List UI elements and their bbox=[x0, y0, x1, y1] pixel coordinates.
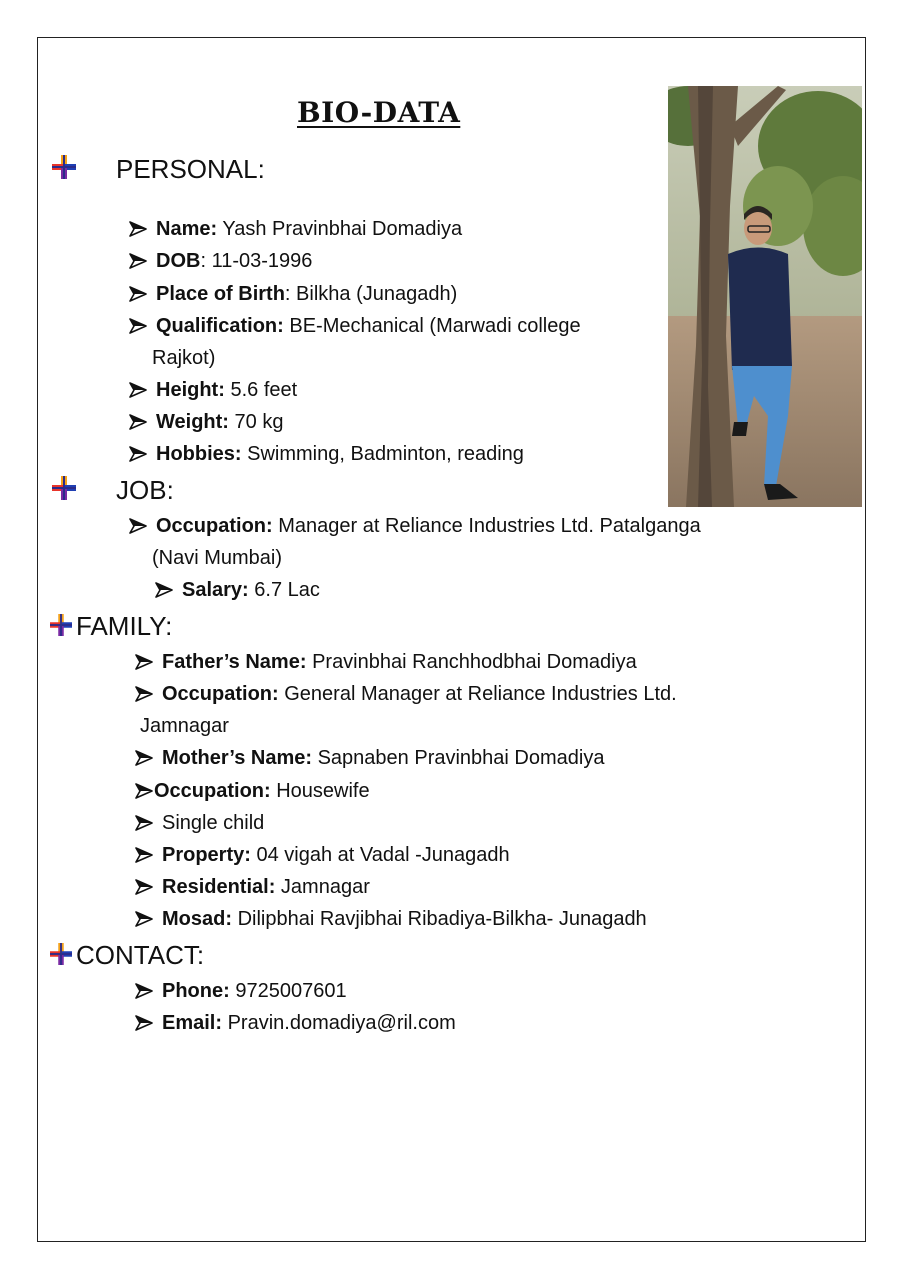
arrow-bullet-icon bbox=[134, 783, 154, 799]
arrow-bullet-icon bbox=[128, 446, 148, 462]
section-bullet-icon bbox=[52, 475, 76, 501]
arrow-bullet-icon bbox=[134, 815, 154, 831]
personal-heading: PERSONAL: bbox=[116, 154, 265, 184]
mother-name-item: Mother’s Name: Sapnaben Pravinbhai Domadiya bbox=[134, 745, 604, 771]
single-child-item: Single child bbox=[134, 810, 264, 836]
document-title: BIO-DATA bbox=[297, 96, 461, 129]
family-heading: FAMILY: bbox=[76, 611, 173, 641]
section-bullet-icon bbox=[50, 942, 72, 966]
arrow-bullet-icon bbox=[134, 654, 154, 670]
mother-occupation-item: Occupation: Housewife bbox=[134, 778, 370, 804]
qualification-continuation: Rajkot) bbox=[152, 347, 216, 369]
arrow-bullet-icon bbox=[128, 518, 148, 534]
qualification-item: Qualification: BE-Mechanical (Marwadi college bbox=[128, 313, 581, 339]
job-heading: JOB: bbox=[116, 475, 174, 505]
arrow-bullet-icon bbox=[134, 879, 154, 895]
place-of-birth-item: Place of Birth: Bilkha (Junagadh) bbox=[128, 281, 457, 307]
job-occupation-item: Occupation: Manager at Reliance Industries Ltd. Patalganga bbox=[128, 513, 701, 539]
residential-item: Residential: Jamnagar bbox=[134, 874, 370, 900]
email-item: Email: Pravin.domadiya@ril.com bbox=[134, 1010, 456, 1036]
weight-item: Weight: 70 kg bbox=[128, 409, 283, 435]
arrow-bullet-icon bbox=[134, 686, 154, 702]
job-occupation-continuation: (Navi Mumbai) bbox=[152, 547, 283, 569]
section-bullet-icon bbox=[52, 154, 76, 180]
arrow-bullet-icon bbox=[128, 318, 148, 334]
arrow-bullet-icon bbox=[134, 750, 154, 766]
arrow-bullet-icon bbox=[128, 382, 148, 398]
profile-photo bbox=[668, 86, 862, 507]
father-name-item: Father’s Name: Pravinbhai Ranchhodbhai Domadiya bbox=[134, 649, 637, 675]
salary-item: Salary: 6.7 Lac bbox=[154, 577, 320, 603]
father-occupation-continuation: Jamnagar bbox=[140, 715, 229, 737]
arrow-bullet-icon bbox=[134, 983, 154, 999]
dob-item: DOB: 11-03-1996 bbox=[128, 248, 312, 274]
height-item: Height: 5.6 feet bbox=[128, 377, 297, 403]
name-item: Name: Yash Pravinbhai Domadiya bbox=[128, 216, 462, 242]
father-occupation-item: Occupation: General Manager at Reliance Industries Ltd. bbox=[134, 681, 677, 707]
arrow-bullet-icon bbox=[128, 253, 148, 269]
contact-heading: CONTACT: bbox=[76, 940, 205, 970]
arrow-bullet-icon bbox=[128, 286, 148, 302]
phone-item: Phone: 9725007601 bbox=[134, 978, 347, 1004]
section-bullet-icon bbox=[50, 613, 72, 637]
arrow-bullet-icon bbox=[128, 221, 148, 237]
arrow-bullet-icon bbox=[154, 582, 174, 598]
arrow-bullet-icon bbox=[128, 414, 148, 430]
arrow-bullet-icon bbox=[134, 911, 154, 927]
mosad-item: Mosad: Dilipbhai Ravjibhai Ribadiya-Bilkha- Junagadh bbox=[134, 906, 647, 932]
arrow-bullet-icon bbox=[134, 847, 154, 863]
arrow-bullet-icon bbox=[134, 1015, 154, 1031]
hobbies-item: Hobbies: Swimming, Badminton, reading bbox=[128, 441, 524, 467]
property-item: Property: 04 vigah at Vadal -Junagadh bbox=[134, 842, 510, 868]
